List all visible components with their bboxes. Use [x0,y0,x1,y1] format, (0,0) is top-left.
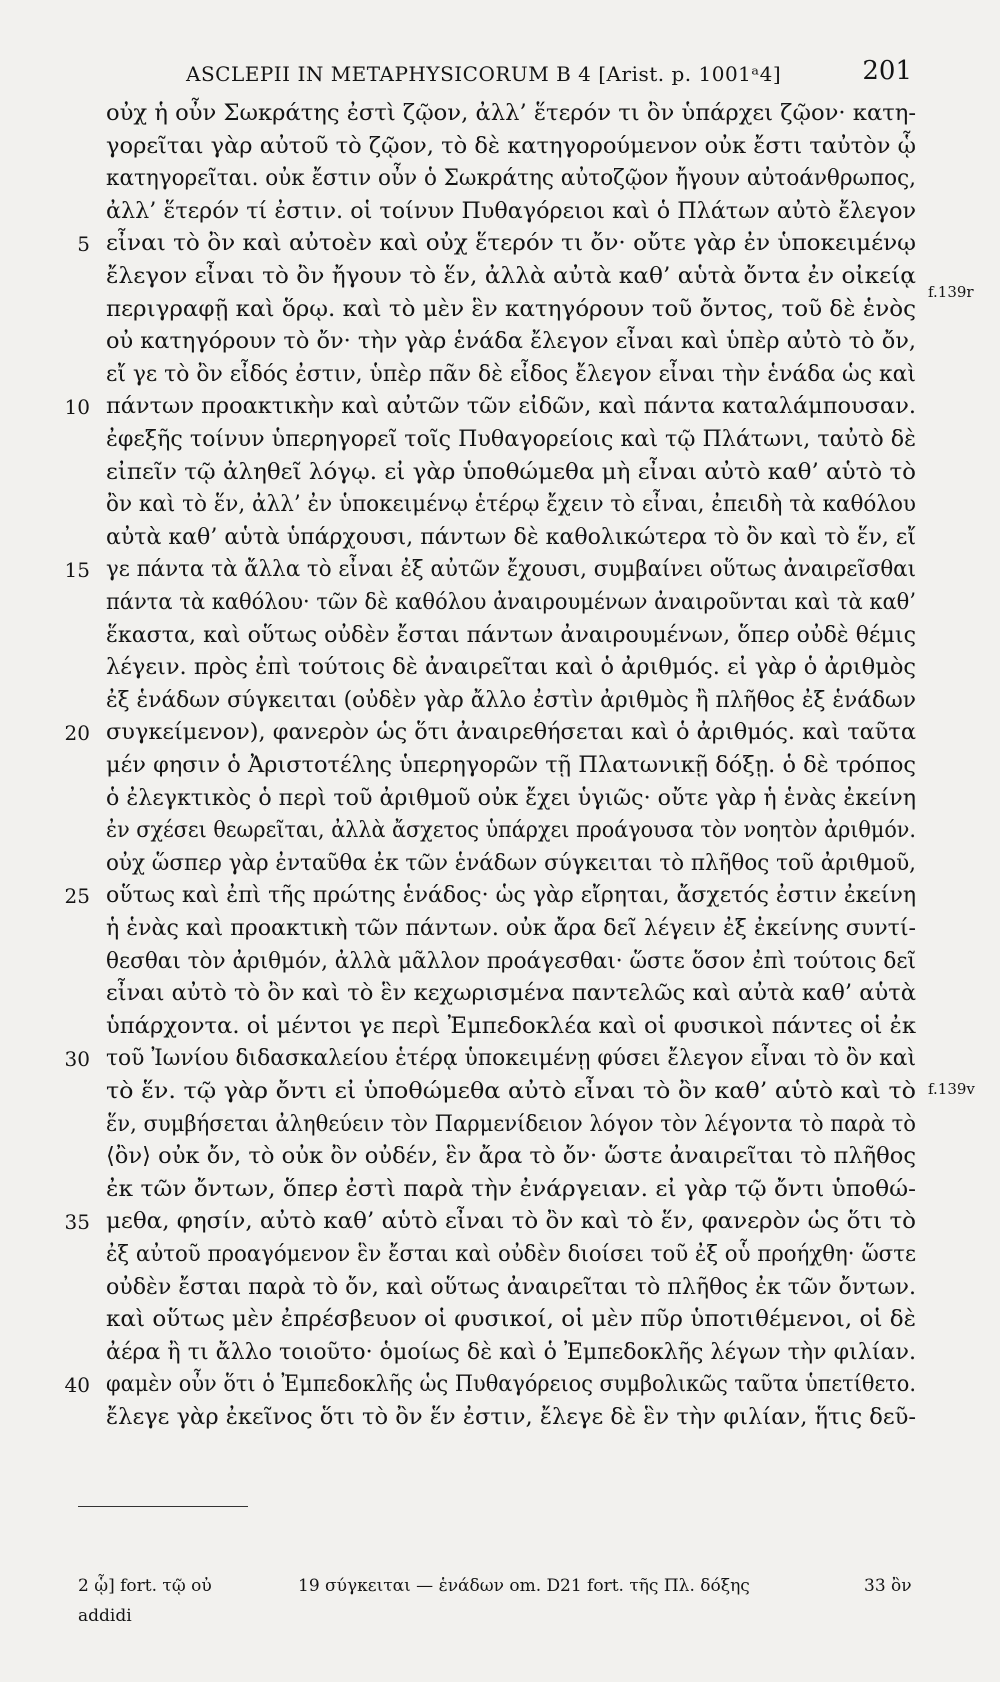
line-text: ὁ ἐλεγκτικὸς ὁ περὶ τοῦ ἀριθμοῦ οὐκ ἔχει ὑγιῶς· οὔτε γὰρ ἡ ἑνὰς ἐκείνη [106,784,916,811]
line-text: οὐχ ὥσπερ γὰρ ἐνταῦθα ἐκ τῶν ἑνάδων σύγκειται τὸ πλῆθος τοῦ ἀριθμοῦ, [106,849,916,876]
header-title: ASCLEPII IN METAPHYSICORUM B 4 [Arist. p. 1001ᵃ4] [186,62,782,86]
footnote-rule [78,1506,248,1507]
line-text: γορεῖται γὰρ αὐτοῦ τὸ ζῷον, τὸ δὲ κατηγορούμενον οὐκ ἔστι ταὐτὸν ᾧ [106,132,916,159]
footnote: 21 fort. τῆς Πλ. δόξης [560,1576,750,1596]
line-text: οὐδὲν ἔσται παρὰ τὸ ὄν, καὶ οὕτως ἀναιρεῖται τὸ πλῆθος ἐκ τῶν ὄντων. [106,1273,916,1300]
line-text: ἐξ ἑνάδων σύγκειται (οὐδὲν γὰρ ἄλλο ἐστὶν ἀριθμὸς ἢ πλῆθος ἐξ ἑνάδων [106,686,916,713]
line-text: μεθα, φησίν, αὐτὸ καθ’ αὑτὸ εἶναι τὸ ὂν καὶ τὸ ἕν, φανερὸν ὡς ὅτι τὸ [106,1208,917,1235]
line-text: ἔλεγον εἶναι τὸ ὂν ἤγουν τὸ ἕν, ἀλλὰ αὐτὰ καθ’ αὑτὰ ὄντα ἐν οἰκείᾳ [106,263,916,289]
line-text: οὐ κατηγόρουν τὸ ὄν· τὴν γὰρ ἑνάδα ἔλεγον εἶναι καὶ ὑπὲρ αὐτὸ τὸ ὄν, [106,328,916,355]
folio-marker: f.139v [928,1080,975,1098]
line-text: οὐχ ἡ οὖν Σωκράτης ἐστὶ ζῷον, ἀλλ’ ἕτερόν τι ὂν ὑπάρχει ζῷον· κατη- [106,100,916,126]
footnote: 33 ὂν [864,1576,912,1596]
line-text: ἕν, συμβήσεται ἀληθεύειν τὸν Παρμενίδειον λόγον τὸν λέγοντα τὸ παρὰ τὸ [106,1110,916,1137]
line-text: καὶ οὕτως μὲν ἐπρέσβευον οἱ φυσικοί, οἱ μὲν πῦρ ὑποτιθέμενοι, οἱ δὲ [106,1306,916,1333]
line-number: 35 [64,1210,90,1235]
line-text: πάντων προακτικὴν καὶ αὐτῶν τῶν εἰδῶν, καὶ πάντα καταλάμπουσαν. [106,393,916,420]
text-line [106,1404,916,1444]
line-text: λέγειν. πρὸς ἐπὶ τούτοις δὲ ἀναιρεῖται καὶ ὁ ἀριθμός. εἰ γὰρ ὁ ἀριθμὸς [106,654,916,681]
line-text: κατηγορεῖται. οὐκ ἔστιν οὖν ὁ Σωκράτης αὐτοζῷον ἤγουν αὐτοάνθρωπος, [106,165,916,192]
line-text: εἶναι τὸ ὂν καὶ αὐτοὲν καὶ οὐχ ἕτερόν τι ὄν· οὔτε γὰρ ἐν ὑποκειμένῳ [106,230,916,257]
line-number: 15 [64,558,90,583]
line-text: συγκείμενον), φανερὸν ὡς ὅτι ἀναιρεθήσεται καὶ ὁ ἀριθμός. καὶ ταῦτα [106,719,916,746]
line-text: θεσθαι τὸν ἀριθμόν, ἀλλὰ μᾶλλον προάγεσθαι· ὥστε ὅσον ἐπὶ τούτοις δεῖ [106,947,916,974]
line-text: οὕτως καὶ ἐπὶ τῆς πρώτης ἑνάδος· ὡς γὰρ εἴρηται, ἄσχετός ἐστιν ἐκείνη [106,882,916,909]
line-number: 25 [64,884,90,909]
line-number: 20 [64,721,90,746]
line-number: 40 [64,1373,90,1398]
line-number: 30 [64,1047,90,1072]
line-text: ἡ ἑνὰς καὶ προακτικὴ τῶν πάντων. οὐκ ἄρα δεῖ λέγειν ἐξ ἐκείνης συντί- [106,915,916,941]
line-text: ἔλεγε γὰρ ἐκεῖνος ὅτι τὸ ὂν ἕν ἐστιν, ἔλεγε δὲ ἓν τὴν φιλίαν, ἥτις δεῦ- [106,1404,916,1430]
line-text: ⟨ὂν⟩ οὐκ ὄν, τὸ οὐκ ὂν οὐδέν, ἓν ἄρα τὸ ὄν· ὥστε ἀναιρεῖται τὸ πλῆθος [106,1143,917,1170]
line-number: 10 [64,395,90,420]
folio-marker: f.139r [928,283,974,301]
line-text: ἀέρα ἢ τι ἄλλο τοιοῦτο· ὁμοίως δὲ καὶ ὁ Ἐμπεδοκλῆς λέγων τὴν φιλίαν. [106,1338,916,1365]
footnote: 19 σύγκειται — ἑνάδων om. D [298,1576,561,1596]
line-text: πάντα τὰ καθόλου· τῶν δὲ καθόλου ἀναιρουμένων ἀναιροῦνται καὶ τὰ καθ’ [106,589,916,615]
line-text: εἶναι αὐτὸ τὸ ὂν καὶ τὸ ἓν κεχωρισμένα παντελῶς καὶ αὐτὰ καθ’ αὑτὰ [106,980,916,1007]
line-text: ἕκαστα, καὶ οὕτως οὐδὲν ἔσται πάντων ἀναιρουμένων, ὅπερ οὐδὲ θέμις [106,621,916,648]
line-text: ὑπάρχοντα. οἱ μέντοι γε περὶ Ἐμπεδοκλέα καὶ οἱ φυσικοὶ πάντες οἱ ἐκ [106,1012,916,1039]
line-text: τοῦ Ἰωνίου διδασκαλείου ἑτέρᾳ ὑποκειμένῃ φύσει ἔλεγον εἶναι τὸ ὂν καὶ [106,1045,916,1072]
page-number: 201 [862,56,912,86]
line-text: ἐκ τῶν ὄντων, ὅπερ ἐστὶ παρὰ τὴν ἐνάργειαν. εἰ γὰρ τῷ ὄντι ὑποθώ- [106,1175,916,1202]
line-text: γε πάντα τὰ ἄλλα τὸ εἶναι ἐξ αὐτῶν ἔχουσι, συμβαίνει οὕτως ἀναιρεῖσθαι [106,556,916,583]
line-text: τὸ ἕν. τῷ γὰρ ὄντι εἰ ὑποθώμεθα αὐτὸ εἶναι τὸ ὂν καθ’ αὑτὸ καὶ τὸ [106,1078,916,1104]
line-text: ὂν καὶ τὸ ἕν, ἀλλ’ ἐν ὑποκειμένῳ ἑτέρῳ ἔχειν τὸ εἶναι, ἐπειδὴ τὰ καθόλου [106,491,916,518]
footnote: addidi [78,1606,132,1626]
line-text: εἴ γε τὸ ὂν εἶδός ἐστιν, ὑπὲρ πᾶν δὲ εἶδος ἔλεγον εἶναι τὴν ἑνάδα ὡς καὶ [106,360,916,387]
line-text: εἰπεῖν τῷ ἀληθεῖ λόγῳ. εἰ γὰρ ὑποθώμεθα μὴ εἶναι αὐτὸ καθ’ αὑτὸ τὸ [106,458,916,485]
line-text: μέν φησιν ὁ Ἀριστοτέλης ὑπερηγορῶν τῇ Πλατωνικῇ δόξῃ. ὁ δὲ τρόπος [106,752,916,778]
line-number: 5 [77,232,90,257]
line-text: φαμὲν οὖν ὅτι ὁ Ἐμπεδοκλῆς ὡς Πυθαγόρειος συμβολικῶς ταῦτα ὑπετίθετο. [106,1371,916,1398]
footnote: 2 ᾧ] fort. τῷ οὐ [78,1576,212,1596]
line-text: ἐφεξῆς τοίνυν ὑπερηγορεῖ τοῖς Πυθαγορείοις καὶ τῷ Πλάτωνι, ταὐτὸ δὲ [106,426,916,452]
line-text: ἀλλ’ ἕτερόν τί ἐστιν. οἱ τοίνυν Πυθαγόρειοι καὶ ὁ Πλάτων αὐτὸ ἔλεγον [106,197,916,224]
line-text: ἐξ αὐτοῦ προαγόμενον ἓν ἔσται καὶ οὐδὲν διοίσει τοῦ ἐξ οὗ προήχθη· ὥστε [106,1241,916,1267]
line-text: ἐν σχέσει θεωρεῖται, ἀλλὰ ἄσχετος ὑπάρχει προάγουσα τὸν νοητὸν ἀριθμόν. [106,817,916,844]
line-text: περιγραφῇ καὶ ὅρῳ. καὶ τὸ μὲν ἓν κατηγόρουν τοῦ ὄντος, τοῦ δὲ ἑνὸς [106,295,916,322]
line-text: αὐτὰ καθ’ αὑτὰ ὑπάρχουσι, πάντων δὲ καθολικώτερα τὸ ὂν καὶ τὸ ἕν, εἴ [106,523,916,550]
running-header [186,56,912,96]
